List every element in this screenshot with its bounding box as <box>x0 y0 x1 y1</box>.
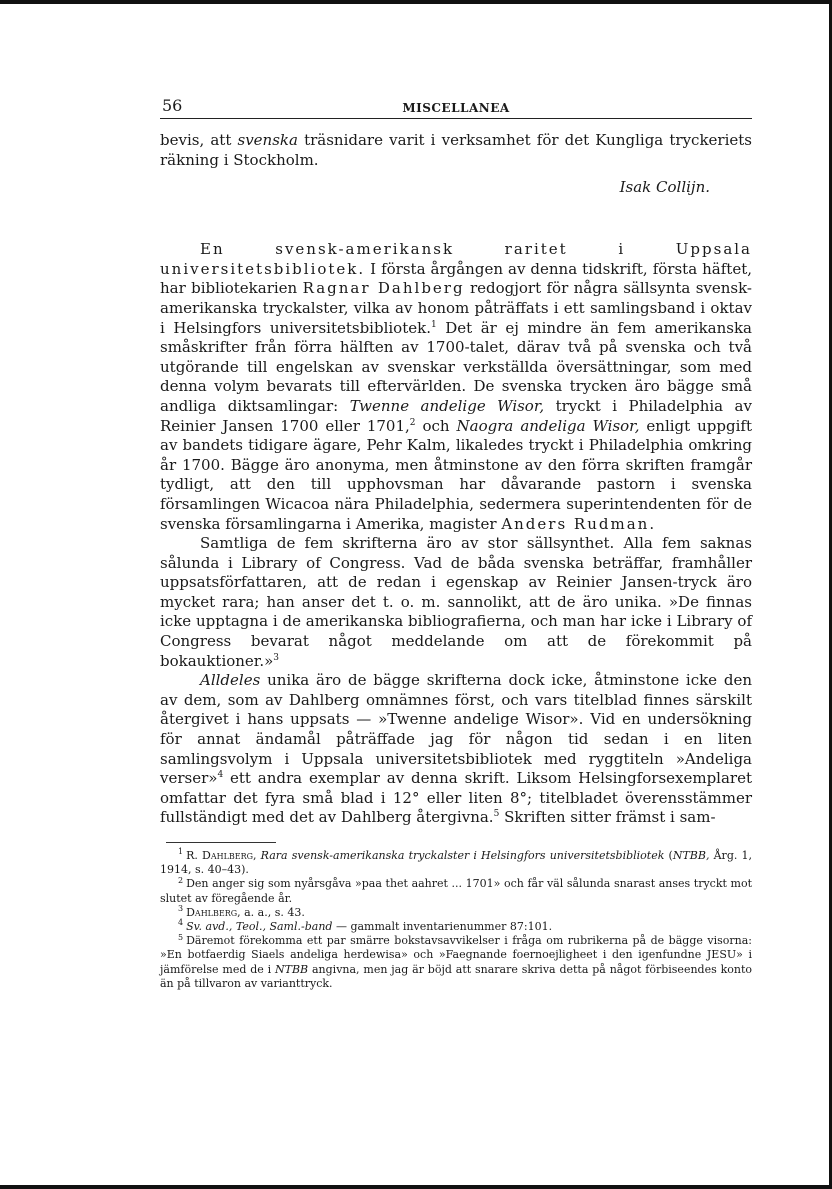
scan-edge-top <box>0 0 832 4</box>
footnote-number: 3 <box>178 904 184 914</box>
text-run: a. a., s. 43. <box>240 905 305 919</box>
footnote-5 <box>160 934 752 991</box>
footnote-3 <box>160 906 752 920</box>
text-run: träsnidare varit i verksamhet för det Kungliga tryckeriets räkning i Stockholm. <box>160 131 752 169</box>
text-run: ( <box>664 849 673 862</box>
text-run: Däremot förekomma ett par smärre bokstavsavvikelser i fråga om rubrikerna på de bägge visorna: »En botfaerdig Siaels andeliga herdewisa» och »Faegnande foernoejligheet i den igenfundne JESU» i jämförelse med de i <box>160 934 752 976</box>
emphasis: svenska <box>237 131 298 149</box>
footnote-ref[interactable]: 2 <box>409 417 416 428</box>
author-name: Dahlberg, <box>186 905 241 919</box>
text-run: Årg. 1, 1914, s. 40–43). <box>160 849 752 877</box>
article-paragraph-1 <box>160 240 752 534</box>
footnote-2 <box>160 877 752 905</box>
footnote-ref[interactable]: 4 <box>217 770 224 781</box>
footnote-number: 5 <box>178 932 184 942</box>
author-name: R. Dahlberg, <box>186 849 257 862</box>
section-gap <box>160 196 752 240</box>
emphasis: Naogra andeliga Wisor, <box>456 416 640 435</box>
article-title: En svensk-amerikansk raritet i Uppsala universitetsbibliotek. <box>160 240 752 278</box>
author-signature: Isak Collijn. <box>619 178 710 197</box>
emphasis: Twenne andelige Wisor, <box>349 396 545 415</box>
person-name: Ragnar Dahlberg <box>302 279 465 298</box>
text-run: I första årgången av denna tidskrift, första häftet, har bibliotekarien <box>160 259 752 298</box>
footnotes <box>160 849 752 991</box>
text-run: enligt uppgift av bandets tidigare ägare, Pehr Kalm, likaledes tryckt i Philadelphia omkring år 1700. Bägge äro anonyma, men åtminstone av den förra skriften framgår tydligt, att den till upphovsman har dåvarande pastorn i svenska församlingen Wicacoa nära Philadelphia, sedermera superintendenten för de svenska församlingarna i Amerika, magister <box>160 416 752 533</box>
person-name: Anders Rudman <box>501 514 650 533</box>
footnote-ref[interactable]: 3 <box>273 652 280 663</box>
footnote-ref[interactable]: 5 <box>493 809 500 820</box>
text-run: Den anger sig som nyårsgåva »paa thet aahret ... 1701» och får väl sålunda snarast anses tryckt mot slutet av föregående år. <box>160 877 752 905</box>
scan-edge-bottom <box>0 1185 832 1189</box>
footnote-number: 1 <box>178 847 184 857</box>
text-run: Skriften sitter främst i sam- <box>499 808 716 827</box>
running-title: MISCELLANEA <box>402 101 510 115</box>
text-run: unika äro de bägge skrifterna dock icke, åtminstone icke den av dem, som av Dahlberg omnämnes först, och vars titelblad finnes särskilt återgivet i hans uppsats — »Twenne andelige Wisor». Vid en undersökning för annat ändamål påträffade jag för någon tid sedan i en liten samlingsvolym i Uppsala universitetsbibliotek med ryggtiteln »Andeliga verser» <box>160 671 752 788</box>
emphasis: NTBB <box>275 962 309 976</box>
emphasis: Rara svensk-amerikanska tryckalster i Helsingfors universitetsbibliotek <box>256 849 665 862</box>
text-run: tryckt i Philadelphia av Reinier Jansen 1700 eller 1701, <box>160 396 752 435</box>
article-paragraph-2 <box>160 534 752 671</box>
text-run: angivna, men jag är böjd att snarare skriva detta på något förbiseendes konto än på tillvaron av varianttryck. <box>160 962 752 990</box>
emphasis: NTBB, <box>672 849 710 862</box>
text-run: Det är ej mindre än fem amerikanska småskrifter från förra hälften av 1700-talet, därav två på svenska och två utgörande till engelskan av svenskar verkställda översättningar, som med denna volym bevarats till eftervärlden. De svenska trycken äro bägge små andliga diktsamlingar: <box>160 318 752 415</box>
footnote-number: 2 <box>178 875 184 885</box>
text-run: Samtliga de fem skrifterna äro av stor sällsynthet. Alla fem saknas sålunda i Library of Congress. Vad de båda svenska beträffar, framhåller uppsatsförfattaren, att de redan i egenskap av Reinier Jansen-tryck äro mycket rara; han anser det t. o. m. sannolikt, att de äro unika. »De finnas icke upptagna i de amerikanska bibliografierna, och man har icke i Library of Congress bevarat något meddelande om att de förekommit på bokauktioner.» <box>160 534 752 670</box>
page <box>160 96 752 991</box>
text-run: ett andra exemplar av denna skrift. Liksom Helsingforsexemplaret omfattar det fyra små blad i 12° eller liten 8°; titelbladet överensstämmer fullständigt med det av Dahlberg återgivna. <box>160 769 752 827</box>
footnote-1 <box>160 849 752 877</box>
text-run: — gammalt inventarienummer 87:101. <box>332 920 553 934</box>
footnote-number: 4 <box>178 918 184 928</box>
footnote-rule <box>166 842 276 843</box>
footnote-4 <box>160 920 752 934</box>
running-header <box>160 96 752 119</box>
text-run: bevis, att <box>160 131 238 149</box>
page-number: 56 <box>162 96 183 115</box>
emphasis: Alldeles <box>200 671 261 690</box>
prev-article-paragraph <box>160 131 752 170</box>
text-run: redogjort för några sällsynta svensk-amerikanska tryckalster, vilka av honom påträffats i ett samlingsband i oktav i Helsingfors universitetsbibliotek. <box>160 279 752 337</box>
text-run: . <box>649 514 655 533</box>
text-run: och <box>415 416 457 435</box>
article-paragraph-3 <box>160 671 752 828</box>
emphasis: Sv. avd., Teol., Saml.-band <box>186 920 333 934</box>
body-text <box>160 131 752 828</box>
footnote-ref[interactable]: 1 <box>430 319 437 330</box>
